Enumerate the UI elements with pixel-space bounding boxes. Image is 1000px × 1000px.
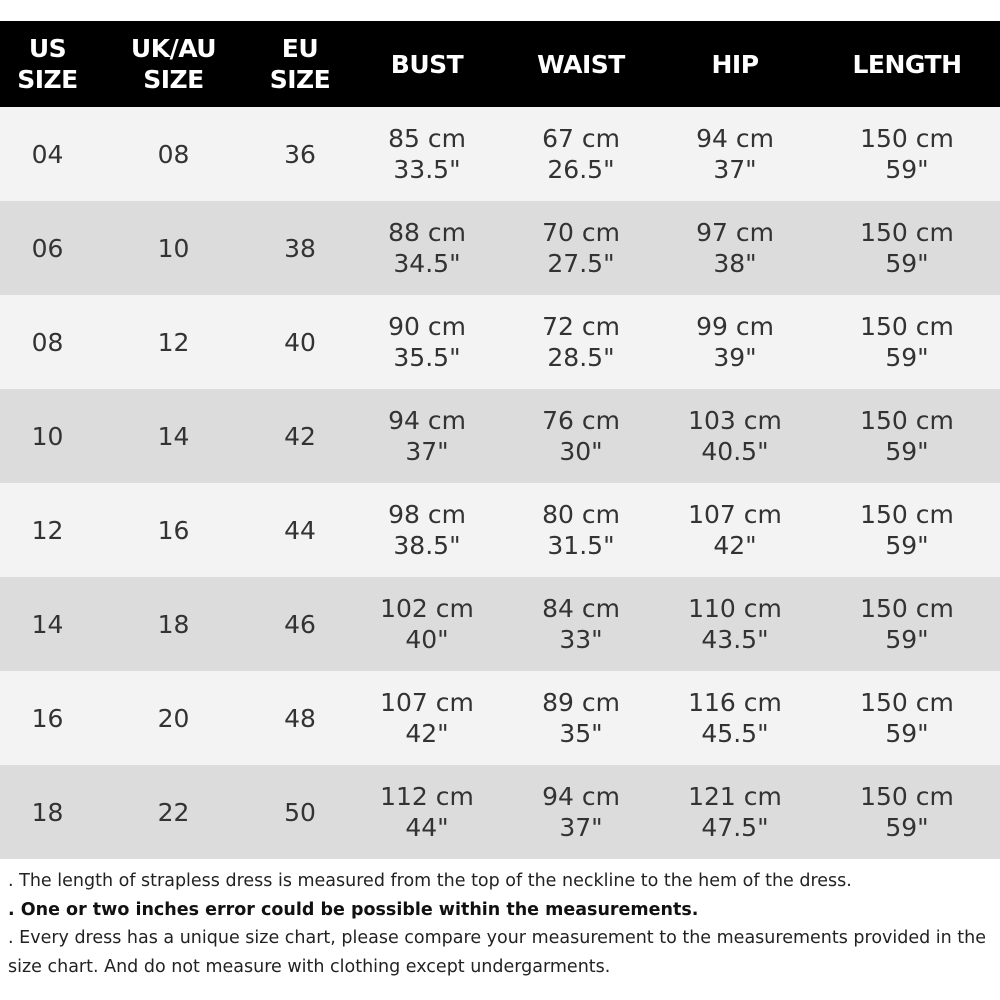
cell-ukau-size: 22 bbox=[157, 797, 190, 827]
cell-waist-cm: 70 cm bbox=[542, 218, 620, 247]
header-ukau-line: SIZE bbox=[143, 65, 204, 94]
header-hip bbox=[656, 21, 814, 107]
cell-waist bbox=[506, 765, 656, 859]
cell-length-cm: 150 cm bbox=[860, 406, 954, 435]
cell-hip-cm: 110 cm bbox=[688, 594, 782, 623]
cell-us-size: 04 bbox=[31, 139, 64, 169]
table-row bbox=[0, 295, 1000, 389]
cell-us-size: 16 bbox=[31, 703, 64, 733]
size-notes bbox=[8, 867, 992, 981]
cell-eu-size: 46 bbox=[284, 609, 316, 639]
header-ukau-line: UK/AU bbox=[130, 34, 217, 63]
cell-length-in: 59" bbox=[885, 719, 929, 748]
cell-waist-in: 27.5" bbox=[547, 249, 615, 278]
table-row bbox=[0, 765, 1000, 859]
cell-waist bbox=[506, 577, 656, 671]
header-length bbox=[814, 21, 1000, 107]
cell-hip-in: 43.5" bbox=[701, 625, 769, 654]
cell-us-size: 10 bbox=[31, 421, 64, 451]
table-row bbox=[0, 201, 1000, 295]
cell-hip bbox=[656, 577, 814, 671]
cell-hip-in: 40.5" bbox=[701, 437, 769, 466]
cell-length-in: 59" bbox=[885, 437, 929, 466]
cell-length-cm: 150 cm bbox=[860, 688, 954, 717]
cell-bust-cm: 98 cm bbox=[388, 500, 466, 529]
cell-length-cm: 150 cm bbox=[860, 218, 954, 247]
cell-bust bbox=[348, 577, 506, 671]
cell-hip bbox=[656, 295, 814, 389]
cell-hip-cm: 94 cm bbox=[696, 124, 774, 153]
cell-hip-in: 39" bbox=[713, 343, 757, 372]
cell-hip-in: 37" bbox=[713, 155, 757, 184]
cell-ukau-size: 12 bbox=[157, 327, 190, 357]
cell-waist-in: 28.5" bbox=[547, 343, 615, 372]
header-length-line: LENGTH bbox=[852, 49, 962, 79]
cell-waist-cm: 72 cm bbox=[542, 312, 620, 341]
cell-waist-cm: 80 cm bbox=[542, 500, 620, 529]
header-eu bbox=[252, 21, 348, 107]
cell-eu-size: 44 bbox=[284, 515, 316, 545]
header-waist bbox=[506, 21, 656, 107]
cell-bust-cm: 94 cm bbox=[388, 406, 466, 435]
cell-waist bbox=[506, 671, 656, 765]
table-header-row bbox=[0, 21, 1000, 107]
cell-eu-size: 36 bbox=[284, 139, 316, 169]
cell-bust bbox=[348, 389, 506, 483]
cell-hip-cm: 121 cm bbox=[688, 782, 782, 811]
cell-waist-cm: 94 cm bbox=[542, 782, 620, 811]
cell-bust-in: 33.5" bbox=[393, 155, 461, 184]
cell-length-cm: 150 cm bbox=[860, 782, 954, 811]
cell-hip-cm: 116 cm bbox=[688, 688, 782, 717]
cell-waist-in: 31.5" bbox=[547, 531, 615, 560]
cell-hip-cm: 99 cm bbox=[696, 312, 774, 341]
cell-eu-size: 48 bbox=[284, 703, 316, 733]
header-us-line: US bbox=[28, 34, 67, 63]
cell-length-cm: 150 cm bbox=[860, 124, 954, 153]
cell-length bbox=[814, 483, 1000, 577]
cell-length-in: 59" bbox=[885, 249, 929, 278]
cell-waist-cm: 76 cm bbox=[542, 406, 620, 435]
cell-hip bbox=[656, 765, 814, 859]
cell-bust bbox=[348, 483, 506, 577]
cell-hip-in: 38" bbox=[713, 249, 757, 278]
cell-eu-size: 50 bbox=[284, 797, 316, 827]
cell-bust bbox=[348, 295, 506, 389]
cell-hip-in: 42" bbox=[713, 531, 757, 560]
cell-hip-cm: 103 cm bbox=[688, 406, 782, 435]
cell-length-cm: 150 cm bbox=[860, 312, 954, 341]
cell-waist bbox=[506, 201, 656, 295]
cell-waist bbox=[506, 389, 656, 483]
table-row bbox=[0, 389, 1000, 483]
cell-length-in: 59" bbox=[885, 155, 929, 184]
cell-length bbox=[814, 765, 1000, 859]
cell-length bbox=[814, 577, 1000, 671]
cell-bust-in: 34.5" bbox=[393, 249, 461, 278]
cell-hip-in: 47.5" bbox=[701, 813, 769, 842]
cell-bust-cm: 107 cm bbox=[380, 688, 474, 717]
cell-waist bbox=[506, 483, 656, 577]
cell-eu-size: 42 bbox=[284, 421, 316, 451]
cell-us-size: 12 bbox=[31, 515, 64, 545]
cell-length bbox=[814, 671, 1000, 765]
table-row bbox=[0, 671, 1000, 765]
cell-hip-cm: 97 cm bbox=[696, 218, 774, 247]
table-body bbox=[0, 107, 1000, 859]
cell-waist-in: 33" bbox=[559, 625, 603, 654]
header-bust-line: BUST bbox=[390, 49, 464, 79]
cell-length-in: 59" bbox=[885, 813, 929, 842]
cell-length bbox=[814, 201, 1000, 295]
cell-eu-size: 40 bbox=[284, 327, 316, 357]
cell-length-in: 59" bbox=[885, 343, 929, 372]
table-row bbox=[0, 107, 1000, 201]
cell-length-in: 59" bbox=[885, 531, 929, 560]
cell-waist bbox=[506, 295, 656, 389]
size-chart-table bbox=[0, 21, 1000, 859]
cell-bust bbox=[348, 201, 506, 295]
cell-waist-in: 26.5" bbox=[547, 155, 615, 184]
cell-us-size: 14 bbox=[31, 609, 64, 639]
cell-waist-cm: 67 cm bbox=[542, 124, 620, 153]
cell-bust-in: 35.5" bbox=[393, 343, 461, 372]
cell-us-size: 18 bbox=[31, 797, 64, 827]
cell-bust-in: 38.5" bbox=[393, 531, 461, 560]
cell-waist-cm: 84 cm bbox=[542, 594, 620, 623]
cell-ukau-size: 20 bbox=[157, 703, 190, 733]
cell-waist-in: 35" bbox=[559, 719, 603, 748]
note-bullet: . bbox=[8, 871, 14, 891]
note-text: Every dress has a unique size chart, please compare your measurement to the measurements provided in the size chart. And do not measure with clothing except undergarments. bbox=[8, 928, 987, 977]
cell-length bbox=[814, 107, 1000, 201]
header-bust bbox=[348, 21, 506, 107]
note-bullet: . bbox=[8, 928, 14, 948]
cell-us-size: 08 bbox=[31, 327, 64, 357]
cell-length-cm: 150 cm bbox=[860, 500, 954, 529]
header-hip-line: HIP bbox=[711, 49, 759, 79]
cell-waist bbox=[506, 107, 656, 201]
note-item bbox=[8, 867, 992, 896]
cell-ukau-size: 14 bbox=[157, 421, 190, 451]
cell-bust-cm: 102 cm bbox=[380, 594, 474, 623]
note-text: The length of strapless dress is measured from the top of the neckline to the hem of the dress. bbox=[19, 871, 852, 891]
cell-length-in: 59" bbox=[885, 625, 929, 654]
note-bullet: . bbox=[8, 899, 15, 920]
note-item bbox=[8, 896, 992, 925]
cell-hip-cm: 107 cm bbox=[688, 500, 782, 529]
cell-bust-in: 42" bbox=[405, 719, 449, 748]
cell-bust-cm: 85 cm bbox=[388, 124, 466, 153]
cell-waist-cm: 89 cm bbox=[542, 688, 620, 717]
cell-hip bbox=[656, 483, 814, 577]
cell-hip-in: 45.5" bbox=[701, 719, 769, 748]
cell-hip bbox=[656, 671, 814, 765]
cell-ukau-size: 16 bbox=[157, 515, 190, 545]
note-item bbox=[8, 924, 992, 981]
note-text: One or two inches error could be possible within the measurements. bbox=[20, 899, 699, 920]
cell-length bbox=[814, 295, 1000, 389]
cell-ukau-size: 08 bbox=[157, 139, 190, 169]
cell-bust bbox=[348, 765, 506, 859]
header-us bbox=[0, 21, 95, 107]
table-row bbox=[0, 483, 1000, 577]
cell-bust-in: 44" bbox=[405, 813, 449, 842]
cell-waist-in: 30" bbox=[559, 437, 603, 466]
cell-bust-cm: 88 cm bbox=[388, 218, 466, 247]
header-eu-line: EU bbox=[281, 34, 319, 63]
cell-bust-cm: 112 cm bbox=[380, 782, 474, 811]
cell-bust bbox=[348, 107, 506, 201]
cell-bust bbox=[348, 671, 506, 765]
cell-hip bbox=[656, 389, 814, 483]
cell-length bbox=[814, 389, 1000, 483]
header-ukau bbox=[95, 21, 252, 107]
cell-bust-in: 37" bbox=[405, 437, 449, 466]
table-row bbox=[0, 577, 1000, 671]
cell-us-size: 06 bbox=[31, 233, 64, 263]
cell-ukau-size: 10 bbox=[157, 233, 190, 263]
header-us-line: SIZE bbox=[17, 65, 78, 94]
cell-hip bbox=[656, 201, 814, 295]
cell-ukau-size: 18 bbox=[157, 609, 190, 639]
header-waist-line: WAIST bbox=[537, 49, 625, 79]
cell-bust-in: 40" bbox=[405, 625, 449, 654]
cell-bust-cm: 90 cm bbox=[388, 312, 466, 341]
cell-eu-size: 38 bbox=[284, 233, 316, 263]
cell-hip bbox=[656, 107, 814, 201]
cell-length-cm: 150 cm bbox=[860, 594, 954, 623]
cell-waist-in: 37" bbox=[559, 813, 603, 842]
header-eu-line: SIZE bbox=[269, 65, 331, 94]
